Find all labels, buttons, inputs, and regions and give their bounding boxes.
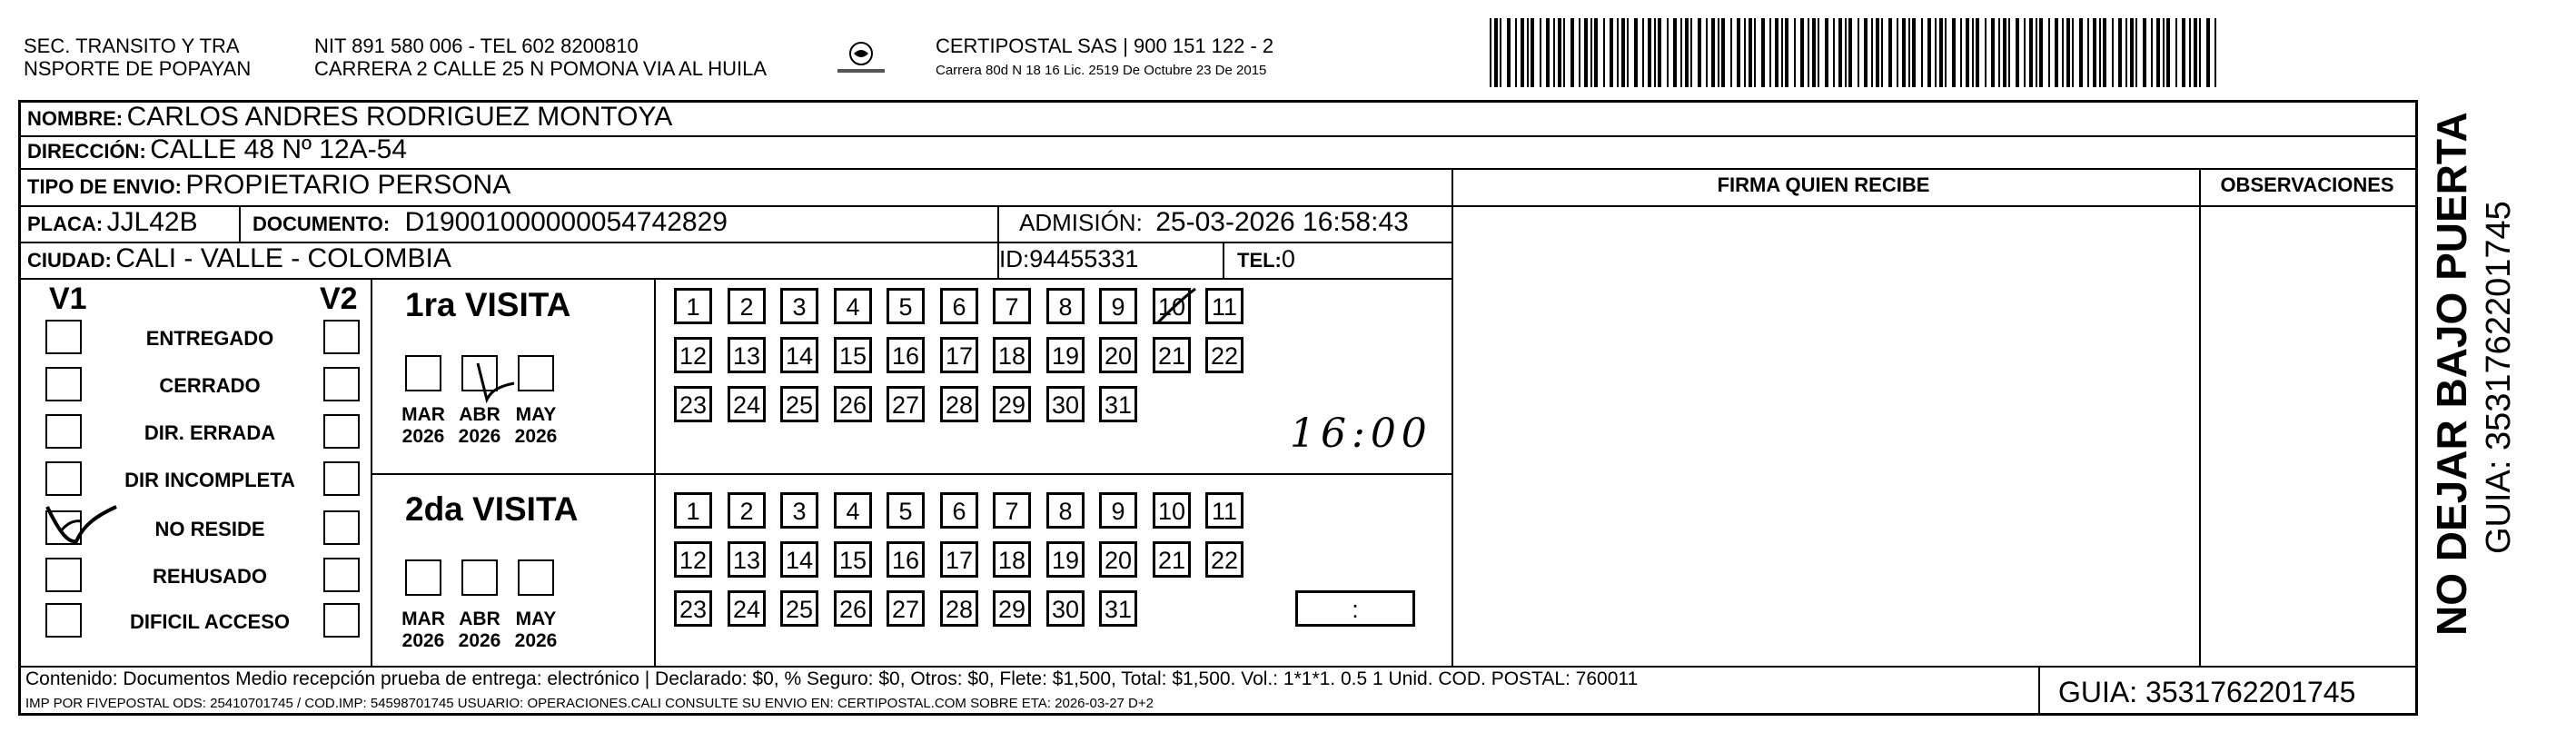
day-box[interactable]: 26 bbox=[834, 590, 872, 627]
barcode-bar bbox=[1858, 18, 1859, 87]
placa-label: PLACA: bbox=[27, 213, 104, 235]
day-box[interactable]: 18 bbox=[993, 337, 1031, 373]
barcode-bar bbox=[1617, 18, 1619, 87]
barcode-bar bbox=[1546, 18, 1550, 87]
v1-checkbox[interactable] bbox=[45, 367, 82, 401]
barcode-bar bbox=[1935, 18, 1937, 87]
barcode-bar bbox=[2093, 18, 2096, 87]
v1-checkbox[interactable] bbox=[45, 320, 82, 354]
day-box[interactable]: 29 bbox=[993, 590, 1031, 627]
barcode-bar bbox=[1927, 18, 1931, 87]
day-box[interactable]: 8 bbox=[1046, 492, 1085, 529]
barcode-bar bbox=[2036, 18, 2037, 87]
barcode-bar bbox=[1848, 18, 1852, 87]
month-label: MAR bbox=[401, 609, 445, 629]
day-box[interactable]: 30 bbox=[1046, 590, 1085, 627]
barcode-bar bbox=[1648, 18, 1651, 87]
day-box[interactable]: 14 bbox=[780, 541, 818, 578]
agency-nit: NIT 891 580 006 - TEL 602 8200810 bbox=[314, 35, 639, 57]
carrier-logo-icon bbox=[834, 38, 888, 80]
barcode-bar bbox=[1584, 18, 1588, 87]
barcode-bar bbox=[2125, 18, 2127, 87]
placa-row bbox=[27, 206, 198, 243]
visit-title: 1ra VISITA bbox=[405, 286, 571, 323]
day-box[interactable]: 1 bbox=[674, 288, 712, 324]
barcode-bar bbox=[1711, 18, 1715, 87]
barcode-bar bbox=[1594, 18, 1598, 87]
carrier-license: Carrera 80d N 18 16 Lic. 2519 De Octubre 23 De 2015 bbox=[936, 63, 1267, 78]
barcode-bar bbox=[1781, 18, 1783, 87]
v1-checkbox[interactable] bbox=[45, 414, 82, 449]
day-box[interactable]: 23 bbox=[674, 386, 712, 422]
day-box[interactable]: 10 bbox=[1153, 288, 1191, 324]
id-value: 94455331 bbox=[1029, 245, 1139, 272]
day-box[interactable]: 20 bbox=[1099, 541, 1137, 578]
barcode-bar bbox=[2166, 18, 2170, 87]
barcode-bar bbox=[1627, 18, 1629, 87]
barcode-bar bbox=[1864, 18, 1868, 87]
direccion-label: DIRECCIÓN: bbox=[27, 140, 146, 163]
month-label: MAY bbox=[515, 404, 557, 425]
barcode-bar bbox=[1945, 18, 1947, 87]
barcode-bar bbox=[1730, 18, 1732, 87]
admision-value: 25-03-2026 16:58:43 bbox=[1155, 207, 1409, 237]
barcode-bar bbox=[1579, 18, 1580, 87]
barcode-bar bbox=[1818, 18, 1819, 87]
barcode-bar bbox=[1966, 18, 1969, 87]
v2-label: V2 bbox=[320, 282, 358, 316]
v1-label: V1 bbox=[49, 282, 87, 316]
day-box[interactable]: 16 bbox=[887, 337, 925, 373]
barcode-bar bbox=[1939, 18, 1943, 87]
month-label: ABR bbox=[459, 404, 500, 425]
barcode-bar bbox=[1794, 18, 1796, 87]
agency-name-line2: NSPORTE DE POPAYAN bbox=[24, 57, 252, 80]
day-box[interactable]: 17 bbox=[940, 337, 978, 373]
barcode-bar bbox=[1610, 18, 1613, 87]
barcode-bar bbox=[1507, 18, 1511, 87]
barcode-bar bbox=[2163, 18, 2165, 87]
id-label: ID: bbox=[999, 245, 1030, 272]
barcode-bar bbox=[2079, 18, 2083, 87]
day-box[interactable]: 6 bbox=[940, 288, 978, 324]
barcode-bar bbox=[2151, 18, 2153, 87]
day-box[interactable]: 21 bbox=[1153, 337, 1191, 373]
day-box[interactable]: 29 bbox=[993, 386, 1031, 422]
barcode-bar bbox=[1563, 18, 1565, 87]
tipo-envio-value: PROPIETARIO PERSONA bbox=[185, 170, 511, 200]
barcode-bar bbox=[2194, 18, 2197, 87]
ciudad-row bbox=[27, 242, 451, 280]
barcode-bar bbox=[1553, 18, 1555, 87]
day-box[interactable]: 22 bbox=[1205, 541, 1243, 578]
barcode-bar bbox=[1876, 18, 1879, 87]
day-box[interactable]: 13 bbox=[728, 337, 766, 373]
month-checkbox[interactable] bbox=[405, 355, 441, 391]
barcode-bar bbox=[2048, 18, 2050, 87]
month-checkbox[interactable] bbox=[518, 355, 554, 391]
barcode-bar bbox=[1888, 18, 1892, 87]
day-box[interactable]: 5 bbox=[887, 288, 925, 324]
barcode-bar bbox=[2135, 18, 2137, 87]
day-box[interactable]: 25 bbox=[780, 386, 818, 422]
barcode-bar bbox=[1881, 18, 1883, 87]
day-box[interactable]: 10 bbox=[1153, 492, 1191, 529]
day-box[interactable]: 24 bbox=[728, 386, 766, 422]
day-box[interactable]: 19 bbox=[1046, 541, 1085, 578]
barcode-bar bbox=[2206, 18, 2210, 87]
day-box[interactable]: 2 bbox=[728, 492, 766, 529]
barcode-bar bbox=[2087, 18, 2089, 87]
status-option-label: NO RESIDE bbox=[154, 518, 265, 540]
handwritten-check-no-reside bbox=[40, 498, 122, 552]
barcode-bar bbox=[1685, 18, 1689, 87]
time-box[interactable]: : bbox=[1295, 590, 1415, 627]
barcode-bar bbox=[1998, 18, 2000, 87]
barcode-bar bbox=[1825, 18, 1828, 87]
barcode-bar bbox=[1531, 18, 1534, 87]
handwritten-check-day-8 bbox=[1154, 285, 1199, 329]
day-box[interactable]: 11 bbox=[1205, 492, 1243, 529]
barcode-bar bbox=[2112, 18, 2114, 87]
barcode-bar bbox=[1490, 18, 1491, 87]
barcode-bar bbox=[1540, 18, 1541, 87]
day-box[interactable]: 20 bbox=[1099, 337, 1137, 373]
year-label: 2026 bbox=[514, 630, 558, 651]
barcode bbox=[1490, 18, 2225, 87]
day-box[interactable]: 16 bbox=[887, 541, 925, 578]
day-box[interactable]: 12 bbox=[674, 541, 712, 578]
barcode-bar bbox=[1737, 18, 1740, 87]
barcode-bar bbox=[1500, 18, 1501, 87]
barcode-bar bbox=[1812, 18, 1816, 87]
day-box[interactable]: 3 bbox=[780, 288, 818, 324]
barcode-bar bbox=[2175, 18, 2177, 87]
barcode-bar bbox=[1985, 18, 1986, 87]
nombre-label: NOMBRE: bbox=[27, 107, 124, 130]
barcode-bar bbox=[2039, 18, 2043, 87]
documento-label: DOCUMENTO: bbox=[253, 213, 391, 235]
day-box[interactable]: 21 bbox=[1153, 541, 1191, 578]
day-box[interactable]: 30 bbox=[1046, 386, 1085, 422]
barcode-bar bbox=[2024, 18, 2026, 87]
barcode-bar bbox=[1833, 18, 1835, 87]
carrier-name: CERTIPOSTAL SAS | 900 151 122 - 2 bbox=[936, 35, 1274, 57]
v1-checkbox[interactable] bbox=[45, 461, 82, 496]
barcode-bar bbox=[1621, 18, 1625, 87]
tipo-envio-label: TIPO DE ENVIO: bbox=[27, 175, 182, 198]
status-option-label: CERRADO bbox=[159, 374, 261, 397]
day-box[interactable]: 15 bbox=[834, 541, 872, 578]
documento-row bbox=[253, 206, 728, 243]
barcode-bar bbox=[1838, 18, 1842, 87]
barcode-bar bbox=[1908, 18, 1910, 87]
barcode-bar bbox=[1769, 18, 1771, 87]
side-warning: NO DEJAR BAJO PUERTA bbox=[2428, 112, 2475, 636]
barcode-bar bbox=[2182, 18, 2185, 87]
month-label: MAR bbox=[401, 404, 445, 425]
barcode-bar bbox=[2029, 18, 2033, 87]
year-label: 2026 bbox=[458, 426, 501, 447]
day-box[interactable]: 25 bbox=[780, 590, 818, 627]
status-option-label: REHUSADO bbox=[153, 565, 267, 588]
month-label: ABR bbox=[459, 609, 500, 629]
side-guia: GUIA: 3531762201745 bbox=[2480, 201, 2518, 554]
handwritten-time-visit1: 16:00 bbox=[1290, 411, 1432, 457]
ciudad-label: CIUDAD: bbox=[27, 249, 112, 272]
day-box[interactable]: 9 bbox=[1099, 288, 1137, 324]
barcode-bar bbox=[2072, 18, 2074, 87]
day-box[interactable]: 31 bbox=[1099, 590, 1137, 627]
barcode-bar bbox=[1808, 18, 1809, 87]
day-box[interactable]: 13 bbox=[728, 541, 766, 578]
month-checkbox[interactable] bbox=[405, 559, 441, 596]
id-row bbox=[999, 242, 1138, 280]
firma-header: FIRMA QUIEN RECIBE bbox=[1717, 173, 1930, 196]
nombre-value: CARLOS ANDRES RODRIGUEZ MONTOYA bbox=[126, 102, 673, 132]
barcode-bar bbox=[1658, 18, 1661, 87]
v1-checkbox[interactable] bbox=[45, 558, 82, 592]
day-box[interactable]: 28 bbox=[940, 590, 978, 627]
barcode-bar bbox=[1590, 18, 1592, 87]
day-box[interactable]: 9 bbox=[1099, 492, 1137, 529]
barcode-bar bbox=[2066, 18, 2070, 87]
day-box[interactable]: 2 bbox=[728, 288, 766, 324]
ciudad-value: CALI - VALLE - COLOMBIA bbox=[115, 243, 451, 273]
year-label: 2026 bbox=[514, 426, 558, 447]
barcode-bar bbox=[1718, 18, 1719, 87]
barcode-bar bbox=[2156, 18, 2160, 87]
barcode-bar bbox=[1912, 18, 1916, 87]
tel-label: TEL: bbox=[1237, 249, 1282, 272]
day-box[interactable]: 23 bbox=[674, 590, 712, 627]
contenido-line: Contenido: Documentos Medio recepción prueba de entrega: electrónico | Declarado: $0, % Seguro: $0, Otros: $0, Flete: $1,500, Total: $1,500. Vol.: 1*1*1. 0.5 1 Unid. COD. POSTAL: 760011 bbox=[25, 668, 1639, 689]
day-box[interactable]: 8 bbox=[1046, 288, 1085, 324]
barcode-bar bbox=[2099, 18, 2101, 87]
barcode-bar bbox=[1775, 18, 1778, 87]
barcode-bar bbox=[1680, 18, 1682, 87]
barcode-bar bbox=[1972, 18, 1974, 87]
tel-value: 0 bbox=[1281, 245, 1295, 272]
barcode-bar bbox=[2130, 18, 2134, 87]
day-box[interactable]: 1 bbox=[674, 492, 712, 529]
day-box[interactable]: 3 bbox=[780, 492, 818, 529]
day-box[interactable]: 7 bbox=[993, 492, 1031, 529]
barcode-bar bbox=[2118, 18, 2122, 87]
barcode-bar bbox=[2062, 18, 2064, 87]
barcode-bar bbox=[1785, 18, 1788, 87]
day-box[interactable]: 14 bbox=[780, 337, 818, 373]
month-checkbox[interactable] bbox=[518, 559, 554, 596]
barcode-bar bbox=[1744, 18, 1746, 87]
tel-row bbox=[1237, 242, 1295, 280]
year-label: 2026 bbox=[401, 426, 445, 447]
barcode-bar bbox=[1698, 18, 1701, 87]
barcode-bar bbox=[2143, 18, 2146, 87]
barcode-bar bbox=[1761, 18, 1765, 87]
barcode-bar bbox=[1871, 18, 1873, 87]
barcode-bar bbox=[1673, 18, 1677, 87]
barcode-bar bbox=[1721, 18, 1725, 87]
day-box[interactable]: 27 bbox=[887, 386, 925, 422]
barcode-bar bbox=[1897, 18, 1898, 87]
day-box[interactable]: 22 bbox=[1205, 337, 1243, 373]
barcode-bar bbox=[2214, 18, 2216, 87]
day-box[interactable]: 15 bbox=[834, 337, 872, 373]
day-box[interactable]: 18 bbox=[993, 541, 1031, 578]
placa-value: JJL42B bbox=[106, 207, 198, 237]
barcode-bar bbox=[1902, 18, 1906, 87]
agency-address: CARRERA 2 CALLE 25 N POMONA VIA AL HUILA bbox=[314, 57, 768, 80]
status-option-label: ENTREGADO bbox=[145, 327, 274, 350]
barcode-bar bbox=[2008, 18, 2010, 87]
day-box[interactable]: 7 bbox=[993, 288, 1031, 324]
day-box[interactable]: 4 bbox=[834, 492, 872, 529]
barcode-bar bbox=[2199, 18, 2201, 87]
day-box[interactable]: 19 bbox=[1046, 337, 1085, 373]
barcode-bar bbox=[1521, 18, 1524, 87]
day-box[interactable]: 26 bbox=[834, 386, 872, 422]
barcode-bar bbox=[2103, 18, 2106, 87]
barcode-bar bbox=[1749, 18, 1752, 87]
month-label: MAY bbox=[515, 609, 557, 629]
handwritten-check-abr bbox=[472, 360, 518, 403]
v1-checkbox[interactable] bbox=[45, 603, 82, 638]
barcode-bar bbox=[1642, 18, 1644, 87]
barcode-bar bbox=[2003, 18, 2006, 87]
day-box[interactable]: 12 bbox=[674, 337, 712, 373]
barcode-bar bbox=[1690, 18, 1692, 87]
year-label: 2026 bbox=[401, 630, 445, 651]
barcode-bar bbox=[1991, 18, 1995, 87]
status-option-label: DIR INCOMPLETA bbox=[124, 469, 295, 491]
imp-line: IMP POR FIVEPOSTAL ODS: 25410701745 / COD.IMP: 54598701745 USUARIO: OPERACIONES.CALI CONSULTE SU ENVIO EN: CERTIPOSTAL.COM SOBRE ETA: 2026-03-27 D+2 bbox=[25, 696, 1154, 711]
barcode-bar bbox=[1800, 18, 1804, 87]
barcode-bar bbox=[1845, 18, 1847, 87]
admision-row bbox=[1019, 206, 1409, 243]
visit-title: 2da VISITA bbox=[405, 490, 579, 528]
barcode-bar bbox=[1952, 18, 1956, 87]
barcode-bar bbox=[1494, 18, 1498, 87]
direccion-value: CALLE 48 Nº 12A-54 bbox=[150, 134, 408, 164]
barcode-bar bbox=[1921, 18, 1923, 87]
barcode-bar bbox=[1667, 18, 1669, 87]
barcode-bar bbox=[1515, 18, 1517, 87]
documento-value: D19001000000054742829 bbox=[404, 207, 728, 237]
barcode-bar bbox=[2189, 18, 2191, 87]
day-box[interactable]: 24 bbox=[728, 590, 766, 627]
barcode-bar bbox=[2055, 18, 2058, 87]
observaciones-header: OBSERVACIONES bbox=[2220, 173, 2394, 196]
day-box[interactable]: 11 bbox=[1205, 288, 1243, 324]
barcode-bar bbox=[2016, 18, 2019, 87]
day-box[interactable]: 28 bbox=[940, 386, 978, 422]
barcode-bar bbox=[1754, 18, 1756, 87]
barcode-bar bbox=[1706, 18, 1708, 87]
footer-guia: GUIA: 3531762201745 bbox=[2058, 676, 2356, 708]
barcode-bar bbox=[1654, 18, 1656, 87]
agency-name-line1: SEC. TRANSITO Y TRA bbox=[24, 35, 240, 57]
day-box[interactable]: 4 bbox=[834, 288, 872, 324]
barcode-bar bbox=[1634, 18, 1638, 87]
barcode-bar bbox=[1570, 18, 1574, 87]
status-option-label: DIFICIL ACCESO bbox=[129, 610, 290, 633]
nombre-row bbox=[27, 101, 672, 138]
day-box[interactable]: 27 bbox=[887, 590, 925, 627]
barcode-bar bbox=[1603, 18, 1605, 87]
barcode-bar bbox=[1527, 18, 1529, 87]
status-option-label: DIR. ERRADA bbox=[144, 421, 276, 444]
tipo-envio-row bbox=[27, 169, 510, 206]
admision-label: ADMISIÓN: bbox=[1019, 209, 1143, 236]
direccion-row bbox=[27, 134, 407, 171]
day-box[interactable]: 5 bbox=[887, 492, 925, 529]
day-box[interactable]: 6 bbox=[940, 492, 978, 529]
day-box[interactable]: 17 bbox=[940, 541, 978, 578]
barcode-bar bbox=[1960, 18, 1962, 87]
month-checkbox[interactable] bbox=[461, 559, 498, 596]
barcode-bar bbox=[1558, 18, 1561, 87]
year-label: 2026 bbox=[458, 630, 501, 651]
barcode-bar bbox=[1976, 18, 1979, 87]
day-box[interactable]: 31 bbox=[1099, 386, 1137, 422]
